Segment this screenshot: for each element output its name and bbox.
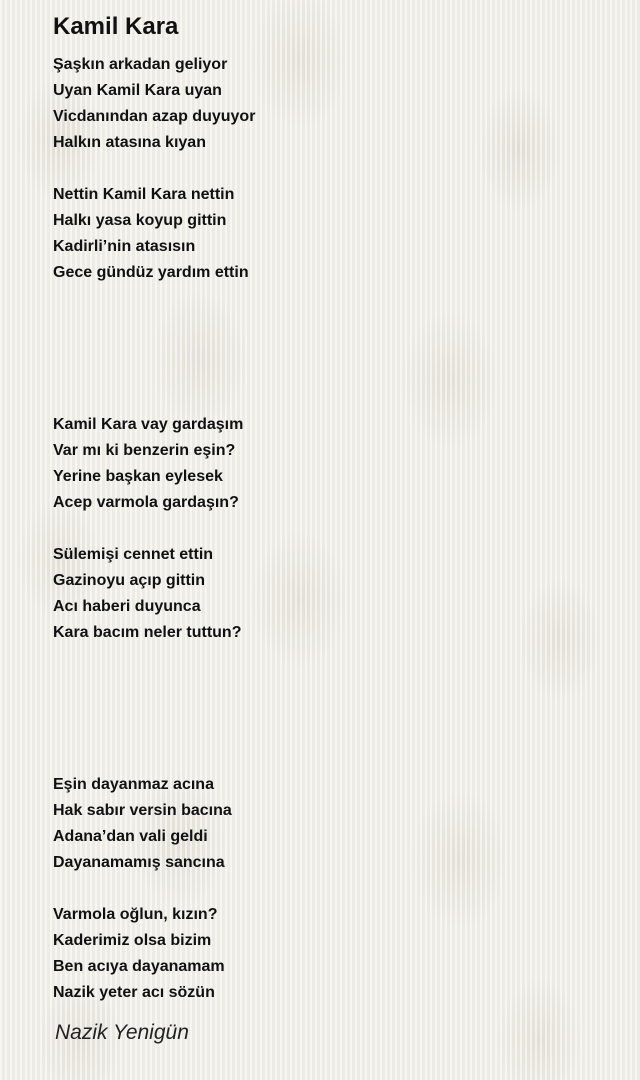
- poem-line: Uyan Kamil Kara uyan: [53, 82, 222, 99]
- poem-line: Kamil Kara vay gardaşım: [53, 416, 244, 433]
- poem-author: Nazik Yenigün: [55, 1021, 189, 1044]
- poem-line: Acep varmola gardaşın?: [53, 494, 239, 511]
- poem-line: Ben acıya dayanamam: [53, 958, 225, 975]
- poem-line: Yerine başkan eylesek: [53, 468, 223, 485]
- poem-line: Kaderimiz olsa bizim: [53, 932, 212, 949]
- poem-line: Adana’dan vali geldi: [53, 828, 208, 845]
- poem-line: Var mı ki benzerin eşin?: [53, 442, 236, 459]
- poem-title: Kamil Kara: [53, 13, 179, 40]
- poem-line: Sülemişi cennet ettin: [53, 546, 214, 563]
- poem-line: Şaşkın arkadan geliyor: [53, 56, 228, 73]
- poem-line: Kadirli’nin atasısın: [53, 238, 196, 255]
- poem-line: Halkı yasa koyup gittin: [53, 212, 227, 229]
- poem-line: Gazinoyu açıp gittin: [53, 572, 206, 589]
- poem-line: Halkın atasına kıyan: [53, 134, 206, 151]
- poem-line: Gece gündüz yardım ettin: [53, 264, 249, 281]
- poem-line: Dayanamamış sancına: [53, 854, 225, 871]
- poem-line: Hak sabır versin bacına: [53, 802, 232, 819]
- poem-line: Vicdanından azap duyuyor: [53, 108, 256, 125]
- poem-line: Kara bacım neler tuttun?: [53, 624, 242, 641]
- poem-line: Eşin dayanmaz acına: [53, 776, 214, 793]
- poem-line: Nettin Kamil Kara nettin: [53, 186, 235, 203]
- poem-line: Nazik yeter acı sözün: [53, 984, 215, 1001]
- poem-line: Varmola oğlun, kızın?: [53, 906, 218, 923]
- poem-line: Acı haberi duyunca: [53, 598, 201, 615]
